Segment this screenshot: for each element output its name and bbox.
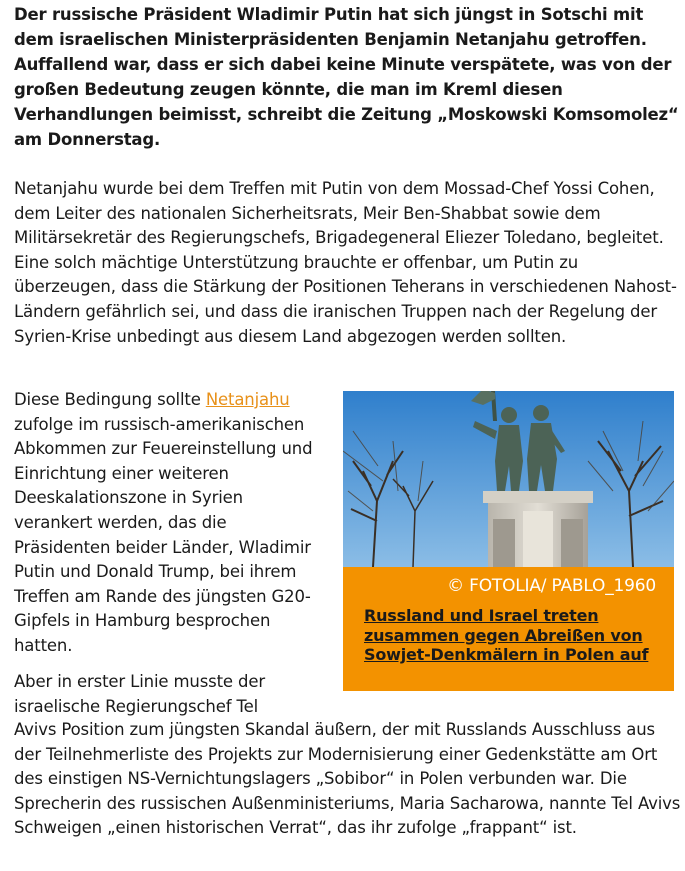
monument-photo-illustration [343, 391, 674, 567]
article-paragraph: Avivs Position zum jüngsten Skandal äußern, der mit Russlands Ausschluss aus der Teilnehmerliste des Projekts zur Modernisierung einer Gedenkstätte am Ort des einstigen NS-Vernichtungslagers „Sobibor“ in Polen verbunden war. Die Sprecherin des russischen Außenministeriums, Maria Sacharowa, nannte Tel Avivs Schweigen „einen historischen Verrat“, das ihr zufolge „frappant“ ist. [14, 720, 681, 838]
article-lead: Der russische Präsident Wladimir Putin hat sich jüngst in Sotschi mit dem israelischen Ministerpräsidenten Benjamin Netanjahu getroffen. Auffallend war, dass er sich dabei keine Minute verspätete, was von der großen Bedeutung zeugen könnte, die man im Kreml diesen Verhandlungen beimisst, schreibt die Zeitung „Moskowski Komsomolez“ am Donnerstag. [14, 5, 679, 149]
related-article-box[interactable] [343, 391, 674, 691]
image-credit: © FOTOLIA/ PABLO_1960 [447, 576, 656, 596]
paragraph-text: Diese Bedingung sollte [14, 390, 206, 409]
article-paragraph [14, 388, 319, 659]
monument-photo[interactable] [343, 391, 674, 567]
paragraph-line: israelische Regierungschef Tel [14, 696, 259, 716]
netanjahu-link[interactable]: Netanjahu [205, 390, 290, 409]
article-paragraph-start [14, 670, 319, 719]
related-article-link[interactable]: Russland und Israel treten zusammen gegen Abreißen von Sowjet-Denkmälern in Polen auf [364, 606, 649, 664]
article-paragraph: Netanjahu wurde bei dem Treffen mit Putin von dem Mossad-Chef Yossi Cohen, dem Leiter des nationalen Sicherheitsrats, Meir Ben-Shabbat sowie dem Militärsekretär des Regierungschefs, Brigadegeneral Eliezer Toledano, begleitet. Eine solch mächtige Unterstützung brauchte er offenbar, um Putin zu überzeugen, dass die Stärkung der Positionen Teherans in verschiedenen Nahost-Ländern gefährlich sei, und dass die iranischen Truppen nach der Regelung der Syrien-Krise unbedingt aus diesem Land abgezogen werden sollten. [14, 179, 677, 346]
paragraph-line: Aber in erster Linie musste der [14, 672, 265, 691]
paragraph-text: zufolge im russisch-amerikanischen Abkommen zur Feuereinstellung und Einrichtung einer weiteren Deeskalationszone in Syrien verankert werden, das die Präsidenten beider Länder, Wladimir Putin und Donald Trump, bei ihrem Treffen am Rande des jüngsten G20-Gipfels in Hamburg besprochen hatten. [14, 414, 313, 655]
